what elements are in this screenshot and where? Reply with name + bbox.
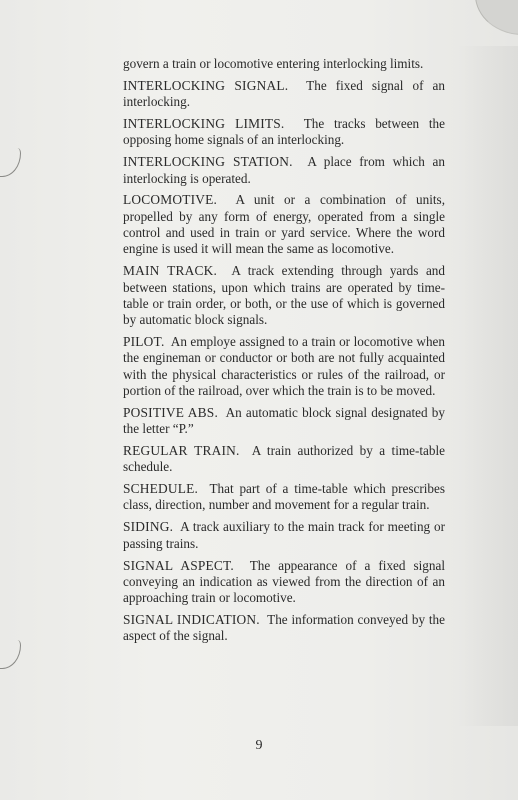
definition-text: The tracks between the opposing home signals of an interlocking. xyxy=(123,116,445,148)
definition-text: The appearance of a fixed signal conveying an indication as viewed from the direction of an approaching train or locomotive. xyxy=(123,557,445,606)
definition-positive-abs xyxy=(123,405,445,438)
definition-interlocking-station xyxy=(123,154,445,187)
folded-corner xyxy=(475,0,518,35)
term: POSITIVE ABS. xyxy=(123,404,218,420)
show-through-shadow xyxy=(458,46,518,726)
definition-interlocking-limits xyxy=(123,116,445,149)
definition-interlocking-signal xyxy=(123,78,445,111)
page-number: 9 xyxy=(255,738,263,753)
definition-text: govern a train or locomotive entering interlocking limits. xyxy=(123,56,424,71)
definition-text: A place from which an interlocking is operated. xyxy=(123,154,445,186)
term: SIGNAL INDICATION. xyxy=(123,612,260,628)
term: SIGNAL ASPECT. xyxy=(123,557,234,573)
definition-text: A track auxiliary to the main track for meeting or passing trains. xyxy=(123,519,445,551)
term: LOCOMOTIVE. xyxy=(123,192,218,208)
definition-main-track xyxy=(123,263,445,328)
term: REGULAR TRAIN. xyxy=(123,442,240,458)
term: INTERLOCKING SIGNAL. xyxy=(123,77,289,93)
definition-text: That part of a time-table which prescribes class, direction, number and movement for a regular train. xyxy=(123,481,445,513)
definition-schedule xyxy=(123,481,445,514)
definition-continued xyxy=(123,56,445,72)
definition-text: A train authorized by a time-table schedule. xyxy=(123,442,445,475)
term: PILOT. xyxy=(123,334,165,350)
binder-hole-bottom xyxy=(0,640,21,669)
definitions-text xyxy=(123,56,445,650)
definition-siding xyxy=(123,519,445,552)
term: INTERLOCKING STATION. xyxy=(123,154,293,170)
definition-pilot xyxy=(123,334,445,399)
definition-regular-train xyxy=(123,443,445,476)
definition-signal-aspect xyxy=(123,558,445,607)
definition-text: An employe assigned to a train or locomotive when the engineman or conductor or both are not fully acquainted with the physical characteristics or rules of the railroad, or portion of the railroad, over which the train is to be moved. xyxy=(123,334,445,398)
definition-locomotive xyxy=(123,192,445,257)
definition-text: The information conveyed by the aspect of the signal. xyxy=(123,612,445,644)
term: SCHEDULE. xyxy=(123,481,199,497)
definition-text: An automatic block signal designated by the letter “P.” xyxy=(123,404,445,437)
definition-signal-indication xyxy=(123,612,445,645)
term: INTERLOCKING LIMITS. xyxy=(123,116,285,132)
term: MAIN TRACK. xyxy=(123,263,218,279)
binder-hole-top xyxy=(0,148,21,177)
definition-text: A track extending through yards and between stations, upon which trains are operated by time-table or train order, or both, or the use of which is governed by automatic block signals. xyxy=(123,263,445,328)
definition-text: A unit or a combination of units, propelled by any form of energy, operated from a single control and used in train or yard service. Where the word engine is used it will mean the same as locomotive. xyxy=(123,192,445,257)
term: SIDING. xyxy=(123,519,174,535)
definition-text: The fixed signal of an interlocking. xyxy=(123,77,445,110)
